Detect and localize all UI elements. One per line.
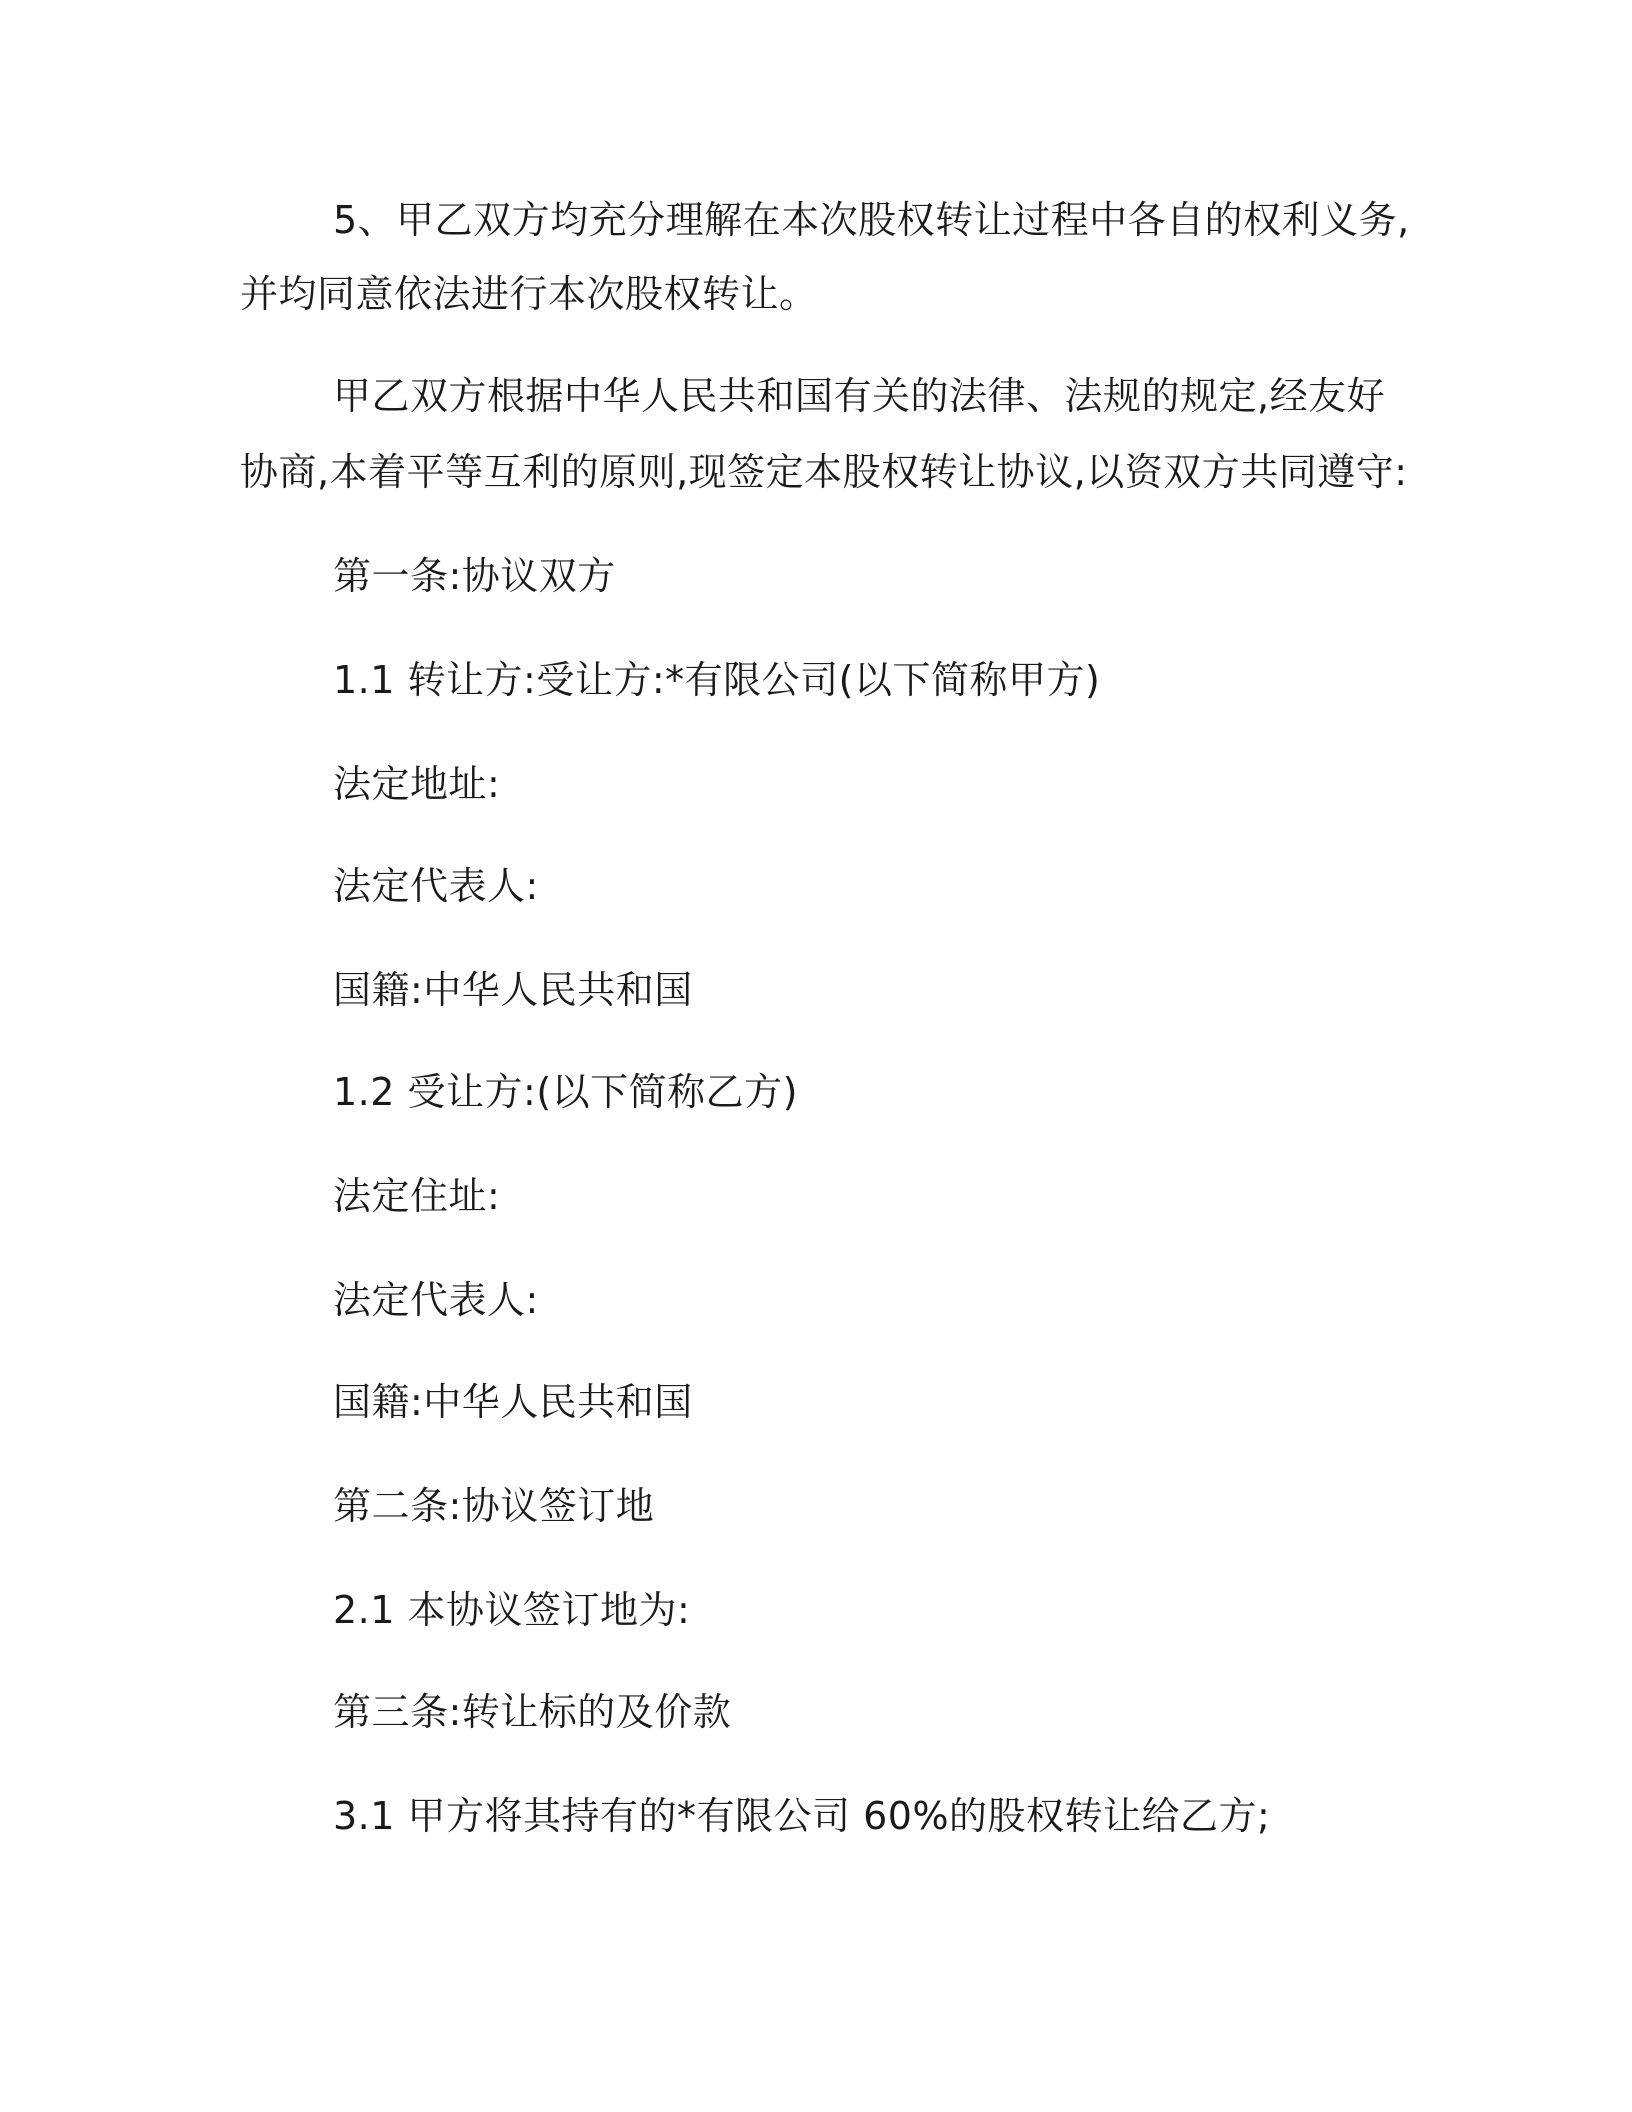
field-label: 法定代表人: bbox=[333, 864, 539, 908]
field-label: 法定住址: bbox=[333, 1174, 501, 1218]
paragraph-line: 甲乙双方根据中华人民共和国有关的法律、法规的规定,经友好 bbox=[333, 374, 1386, 418]
paragraph-line: 并均同意依法进行本次股权转让。 bbox=[240, 272, 818, 316]
paragraph-line: 协商,本着平等互利的原则,现签定本股权转让协议,以资双方共同遵守: bbox=[240, 450, 1408, 494]
field-label: 法定地址: bbox=[333, 762, 501, 806]
clause-line: 2.1 本协议签订地为: bbox=[333, 1588, 691, 1632]
clause-line: 1.2 受让方:(以下简称乙方) bbox=[333, 1070, 798, 1114]
article-heading: 第三条:转让标的及价款 bbox=[333, 1690, 732, 1734]
clause-line: 1.1 转让方:受让方:*有限公司(以下简称甲方) bbox=[333, 658, 1101, 702]
article-heading: 第二条:协议签订地 bbox=[333, 1484, 655, 1528]
paragraph-line: 5、甲乙双方均充分理解在本次股权转让过程中各自的权利义务, bbox=[333, 198, 1410, 242]
clause-line: 3.1 甲方将其持有的*有限公司 60%的股权转让给乙方; bbox=[333, 1794, 1271, 1838]
article-heading: 第一条:协议双方 bbox=[333, 554, 616, 598]
field-label: 国籍:中华人民共和国 bbox=[333, 968, 693, 1012]
field-label: 国籍:中华人民共和国 bbox=[333, 1380, 693, 1424]
field-label: 法定代表人: bbox=[333, 1278, 539, 1322]
